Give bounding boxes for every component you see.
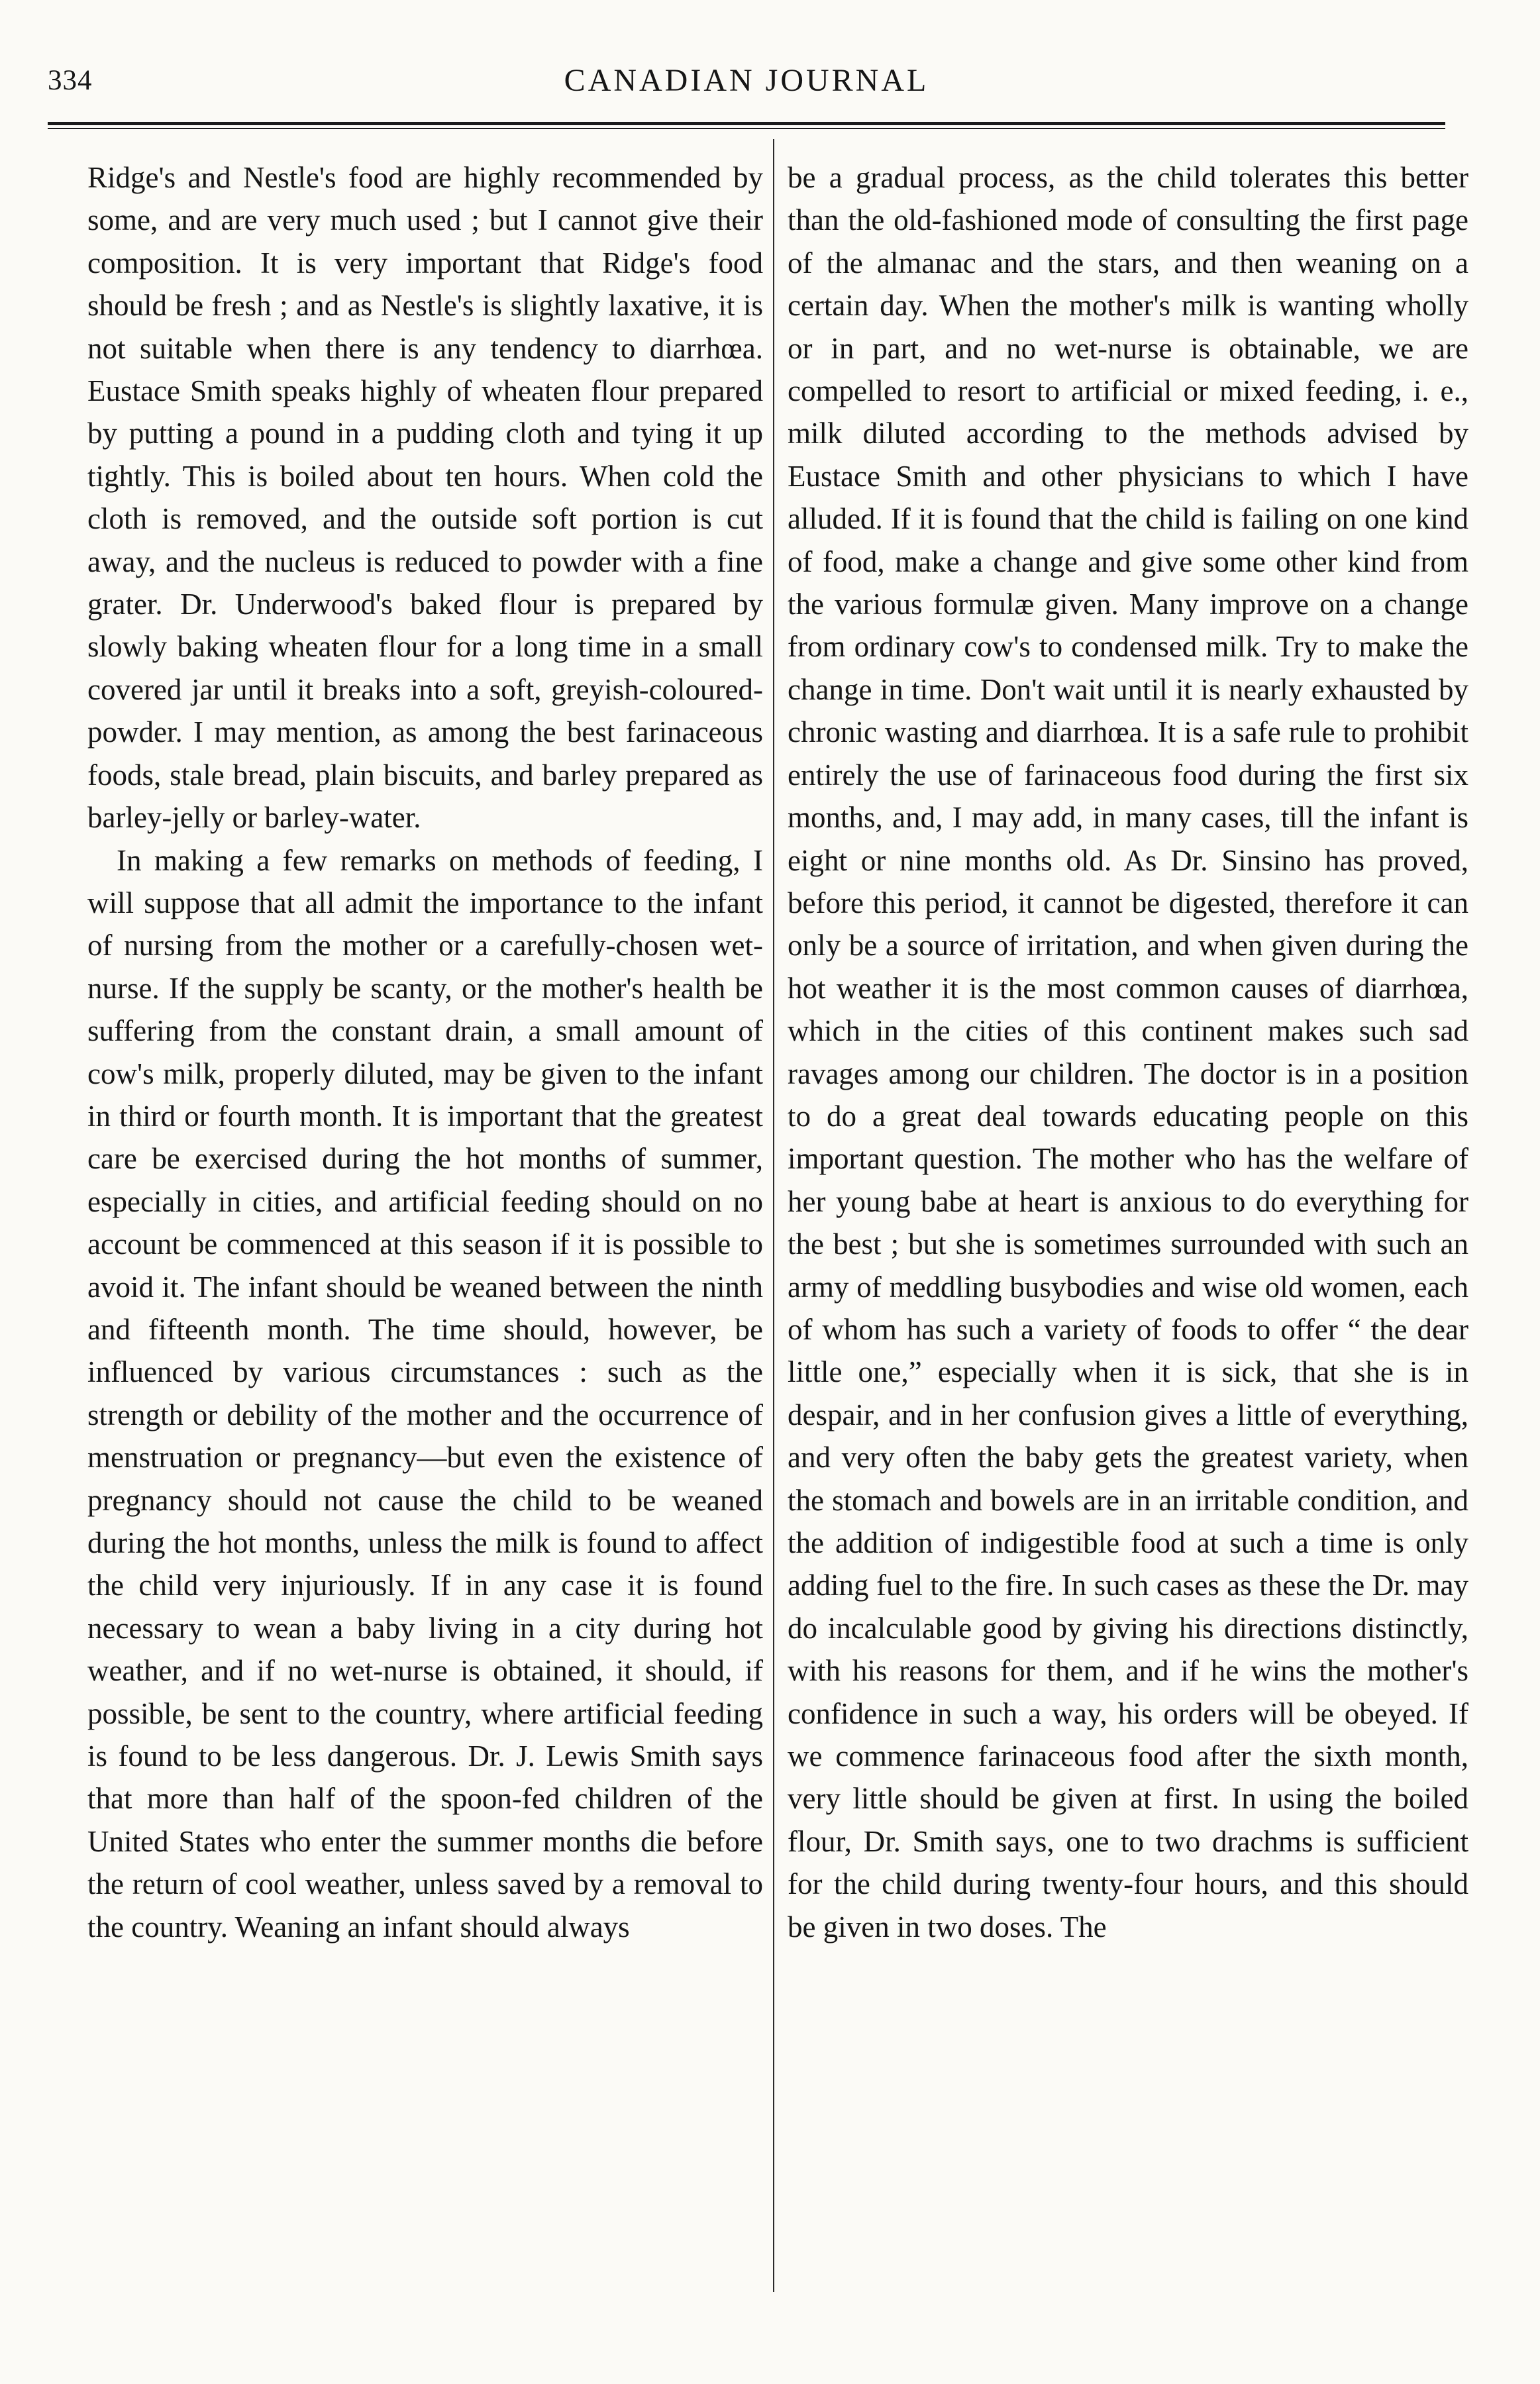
header-rule-thick <box>48 122 1445 125</box>
left-paragraph-1: Ridge's and Nestle's food are highly recommended by some, and are very much used ; but I cannot give their composition. It is very important that Ridge's food should be fresh ; and as Nestle's is slightly laxative, it is not suitable when there is any tendency to diarrhœa. Eustace Smith speaks highly of wheaten flour prepared by putting a pound in a pudding cloth and tying it up tightly. This is boiled about ten hours. When cold the cloth is removed, and the outside soft portion is cut away, and the nucleus is reduced to powder with a fine grater. Dr. Underwood's baked flour is prepared by slowly baking wheaten flour for a long time in a small covered jar until it breaks into a soft, greyish-coloured-powder. I may mention, as among the best farinaceous foods, stale bread, plain biscuits, and barley prepared as barley-jelly or barley-water. <box>87 161 763 835</box>
left-column <box>87 156 763 1948</box>
right-paragraph-1: be a gradual process, as the child tolerates this better than the old-fashioned mode of consulting the first page of the almanac and the stars, and then weaning on a certain day. When the mother's milk is wanting wholly or in part, and no wet-nurse is obtainable, we are compelled to resort to artificial or mixed feeding, i. e., milk diluted according to the methods advised by Eustace Smith and other physicians to which I have alluded. If it is found that the child is failing on one kind of food, make a change and give some other kind from the various formulæ given. Many improve on a change from ordinary cow's to condensed milk. Try to make the change in time. Don't wait until it is nearly exhausted by chronic wasting and diarrhœa. It is a safe rule to prohibit entirely the use of farinaceous food during the first six months, and, I may add, in many cases, till the infant is eight or nine months old. As Dr. Sinsino has proved, before this period, it cannot be digested, therefore it can only be a source of irritation, and when given during the hot weather it is the most common causes of diarrhœa, which in the cities of this continent makes such sad ravages among our children. The doctor is in a position to do a great deal towards educating people on this important question. The mother who has the welfare of her young babe at heart is anxious to do everything for the best ; but she is sometimes surrounded with such an army of meddling busybodies and wise old women, each of whom has such a variety of foods to offer “ the dear little one,” especially when it is sick, that she is in despair, and in her confusion gives a little of everything, and very often the baby gets the greatest variety, when the stomach and bowels are in an irritable condition, and the addition of indigestible food at such a time is only adding fuel to the fire. In such cases as these the Dr. may do incalculable good by giving his directions distinctly, with his reasons for them, and if he wins the mother's confidence in such a way, his orders will be obeyed. If we commence farinaceous food after the sixth month, very little should be given at first. In using the boiled flour, Dr. Smith says, one to two drachms is sufficient for the child during twenty-four hours, and this should be given in two doses. The <box>788 161 1468 1943</box>
left-paragraph-2: In making a few remarks on methods of feeding, I will suppose that all admit the importance to the infant of nursing from the mother or a carefully-chosen wet-nurse. If the supply be scanty, or the mother's health be suffering from the constant drain, a small amount of cow's milk, properly diluted, may be given to the infant in third or fourth month. It is important that the greatest care be exercised during the hot months of summer, especially in cities, and artificial feeding should on no account be commenced at this season if it is possible to avoid it. The infant should be weaned between the ninth and fifteenth month. The time should, however, be influenced by various circumstances : such as the strength or debility of the mother and the occurrence of menstruation or pregnancy—but even the existence of pregnancy should not cause the child to be weaned during the hot months, unless the milk is found to affect the child very injuriously. If in any case it is found necessary to wean a baby living in a city during hot weather, and if no wet-nurse is obtained, it should, if possible, be sent to the country, where artificial feeding is found to be less dangerous. Dr. J. Lewis Smith says that more than half of the spoon-fed children of the United States who enter the summer months die before the return of cool weather, unless saved by a removal to the country. Weaning an infant should always <box>87 843 763 1943</box>
right-column <box>788 156 1468 1948</box>
page-number: 334 <box>48 65 93 96</box>
page-header <box>48 62 1445 109</box>
column-divider <box>773 139 774 2292</box>
header-rule-thin <box>48 128 1445 129</box>
journal-title: CANADIAN JOURNAL <box>564 63 929 98</box>
